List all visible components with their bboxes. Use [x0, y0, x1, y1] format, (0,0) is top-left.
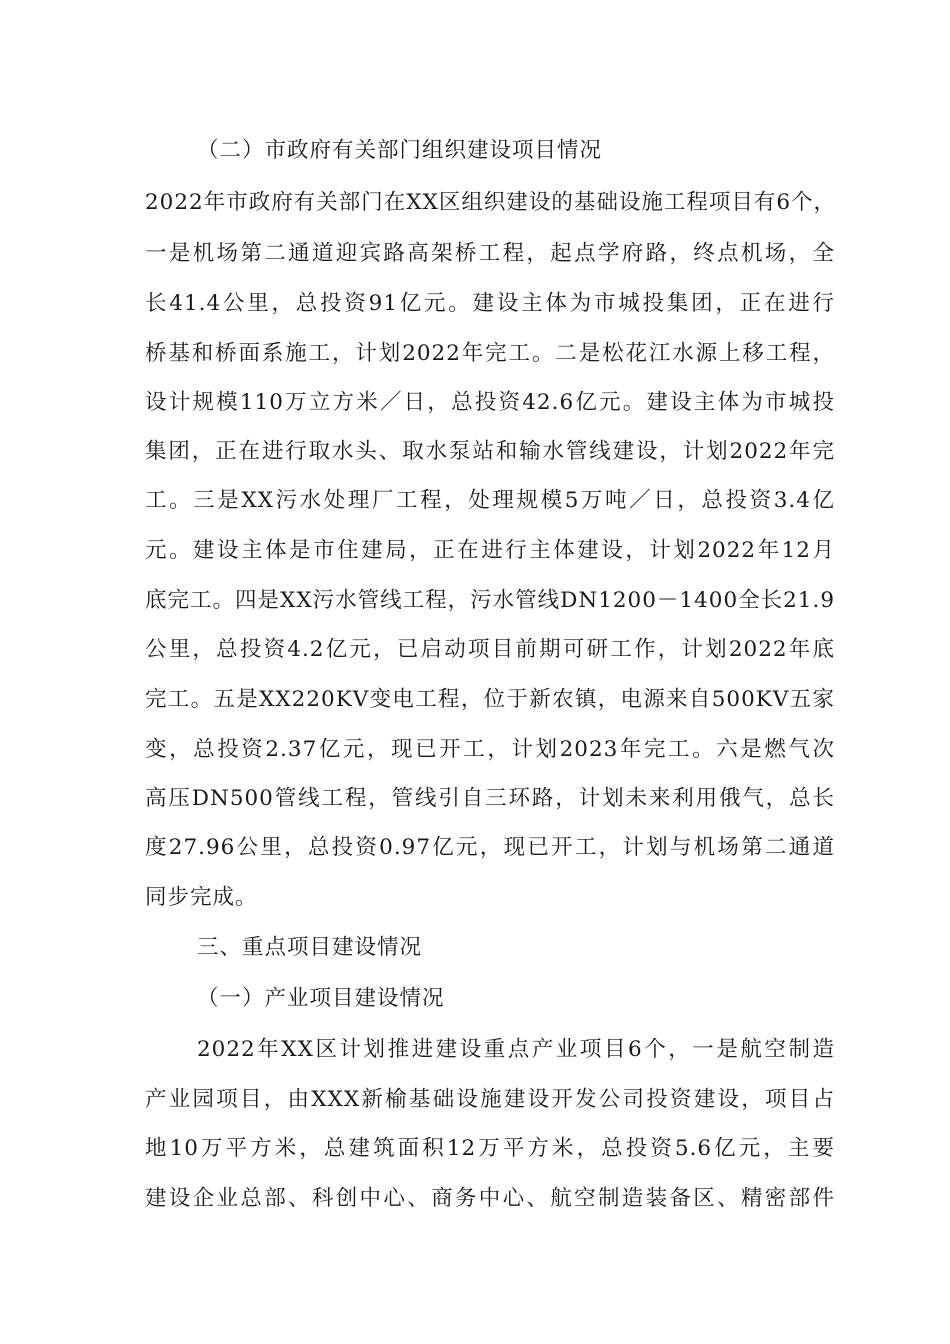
paragraph-line: 工。三是XX污水处理厂工程，处理规模5万吨／日，总投资3.4亿 — [145, 488, 835, 513]
paragraph-line: 公里，总投资4.2亿元，已启动项目前期可研工作，计划2022年底 — [145, 637, 835, 662]
paragraph-line: 底完工。四是XX污水管线工程，污水管线DN1200－1400全长21.9 — [145, 588, 835, 613]
paragraph-line: 建设企业总部、科创中心、商务中心、航空制造装备区、精密部件 — [145, 1186, 835, 1211]
paragraph-line: 度27.96公里，总投资0.97亿元，现已开工，计划与机场第二通道 — [145, 835, 835, 860]
paragraph-line: 完工。五是XX220KV变电工程，位于新农镇，电源来自500KV五家 — [145, 687, 835, 712]
paragraph-line: 2022年市政府有关部门在XX区组织建设的基础设施工程项目有6个， — [145, 190, 837, 215]
paragraph-line: 同步完成。 — [145, 885, 258, 910]
paragraph-line: 长41.4公里，总投资91亿元。建设主体为市城投集团，正在进行 — [145, 291, 835, 316]
section-heading-key-projects: 三、重点项目建设情况 — [197, 935, 423, 960]
paragraph-line: 一是机场第二通道迎宾路高架桥工程，起点学府路，终点机场，全 — [145, 241, 835, 266]
paragraph-line: 高压DN500管线工程，管线引自三环路，计划未来利用俄气，总长 — [145, 786, 835, 811]
paragraph-line: 元。建设主体是市住建局，正在进行主体建设，计划2022年12月 — [145, 538, 835, 563]
paragraph-line: 地10万平方米，总建筑面积12万平方米，总投资5.6亿元，主要 — [145, 1136, 835, 1161]
paragraph-line: 变，总投资2.37亿元，现已开工，计划2023年完工。六是燃气次 — [145, 737, 835, 762]
paragraph-line: 设计规模110万立方米／日，总投资42.6亿元。建设主体为市城投 — [145, 390, 835, 415]
section-heading-industry-projects: （一）产业项目建设情况 — [197, 986, 445, 1011]
paragraph-line: 集团，正在进行取水头、取水泵站和输水管线建设，计划2022年完 — [145, 439, 835, 464]
section-heading-dept-projects: （二）市政府有关部门组织建设项目情况 — [197, 138, 603, 163]
paragraph-line: 产业园项目，由XXX新榆基础设施建设开发公司投资建设，项目占 — [145, 1087, 835, 1112]
paragraph-line: 2022年XX区计划推进建设重点产业项目6个，一是航空制造 — [197, 1037, 835, 1062]
paragraph-line: 桥基和桥面系施工，计划2022年完工。二是松花江水源上移工程， — [145, 341, 835, 366]
